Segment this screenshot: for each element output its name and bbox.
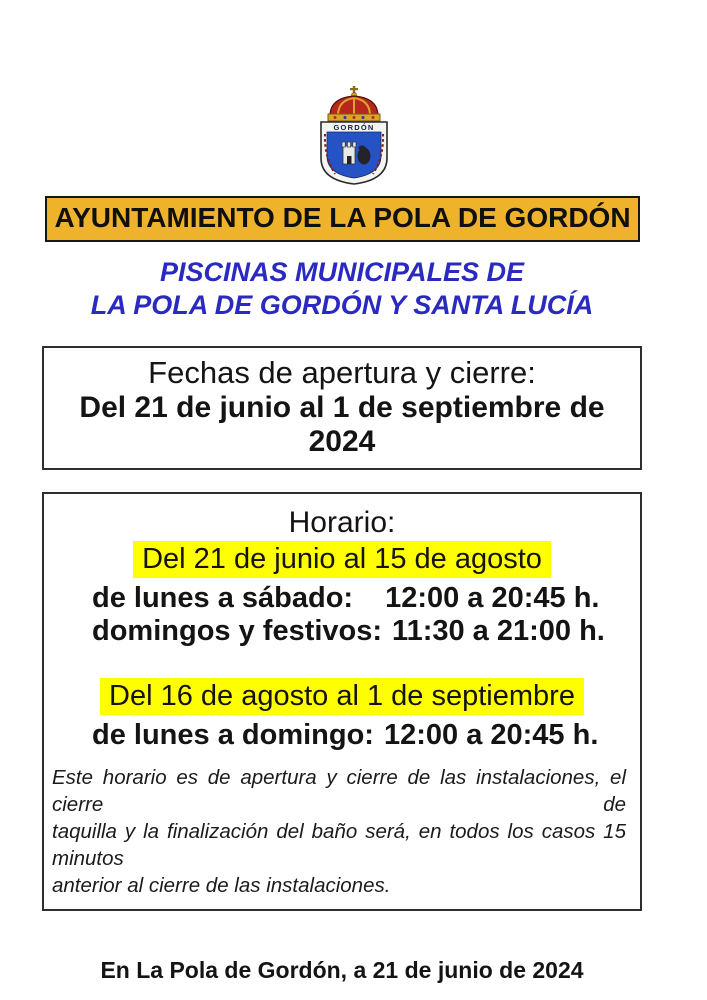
schedule-row-label: de lunes a domingo: — [92, 719, 374, 751]
schedule-row — [92, 615, 640, 648]
page-title-line2: LA POLA DE GORDÓN Y SANTA LUCÍA — [90, 290, 594, 320]
municipality-banner — [45, 196, 640, 242]
schedule-row-time: 12:00 a 20:45 h. — [383, 719, 599, 751]
municipality-banner-label: AYUNTAMIENTO DE LA POLA DE GORDÓN — [54, 202, 631, 233]
closing-note-line: anterior al cierre de las instalaciones. — [52, 874, 391, 897]
period2-range-line — [44, 678, 640, 719]
schedule-row — [92, 582, 640, 615]
municipal-crest-icon — [301, 86, 407, 186]
dates-box-range: Del 21 de junio al 1 de septiembre de 2024 — [79, 391, 605, 458]
period1-range-line — [44, 541, 640, 582]
schedule-heading: Horario: — [288, 506, 396, 539]
schedule-box — [42, 492, 642, 911]
schedule-row-time: 11:30 a 21:00 h. — [392, 615, 605, 647]
crown-icon — [328, 86, 380, 121]
closing-note-line: Este horario es de apertura y cierre de las instalaciones, el cierre de — [52, 766, 626, 816]
page-title-line1: PISCINAS MUNICIPALES DE — [159, 257, 525, 287]
period1-rows — [92, 582, 640, 648]
period2-range-highlight: Del 16 de agosto al 1 de septiembre — [100, 678, 584, 715]
period1-range-highlight: Del 21 de junio al 15 de agosto — [133, 541, 551, 578]
dates-box — [42, 346, 642, 470]
dates-box-heading: Fechas de apertura y cierre: — [148, 355, 536, 390]
schedule-row — [92, 719, 640, 752]
period2-rows — [92, 719, 640, 752]
dateline: En La Pola de Gordón, a 21 de junio de 2024 — [100, 957, 584, 983]
closing-note-line: taquilla y la finalización del baño será, en todos los casos 15 minutos — [52, 820, 626, 870]
schedule-row-time: 12:00 a 20:45 h. — [385, 582, 600, 614]
closing-note — [52, 764, 626, 899]
crest-shield-label: GORDÓN — [333, 123, 374, 132]
schedule-row-label: de lunes a sábado: — [92, 582, 354, 614]
shield-icon — [321, 122, 387, 184]
spacer — [44, 648, 640, 677]
schedule-row-label: domingos y festivos: — [92, 615, 383, 647]
page-title — [42, 256, 642, 322]
